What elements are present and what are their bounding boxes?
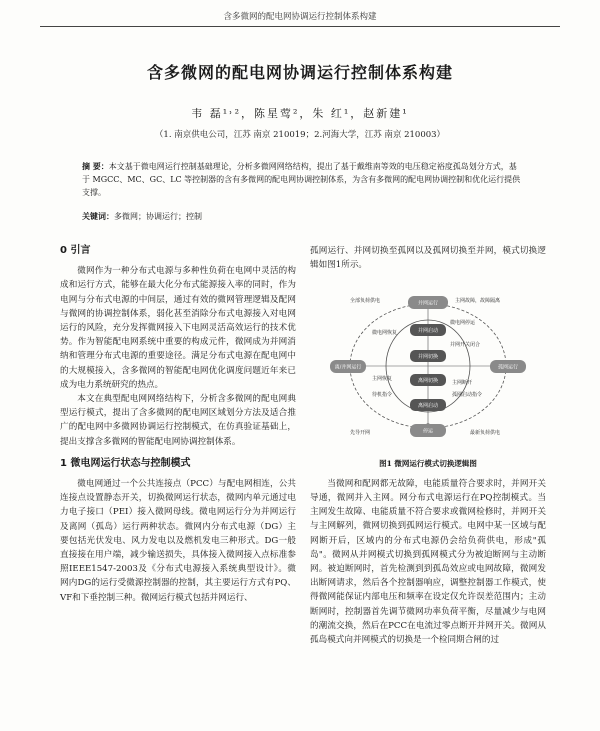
right-paragraph-1: 当微网和配网都无故障，电能质量符合要求时，并网开关导通，微网并入主网。网分布式电源运行在PQ控制模式。当主网发生故障、电能质量不符合要求或微网检修时，并网开关与主网解列，微网切换到孤网运行模式。电网中某一区域与配网断开后，区域内的分布式电源仍会给负荷供电，形成"孤岛"。微网从并网模式切换到孤网模式分为被迫断网与主动断网。被迫断网时，首先检测到到孤岛效应或电网故障，微网发出断网请求，然后各个控制器响应，调整控制器工作模式，使得微网能保证内部电压和频率在设定仅允许误差范围内；主动断网时，控制器首先调节微网功率负荷平衡，尽量减少与电网的潮流交换，然后在PCC在电流过零点断开并网开关。微网从孤岛模式向并网模式的切换是一个检同期合闸的过: [310, 478, 546, 646]
intro-paragraph-1: 微网作为一种分布式电源与多种性负荷在电网中灵活的构成和运行方式，能够在最大化分布式能源接入率的同时，作为电网与分布式电源的中间层，通过有效的微网管理逻辑及配网与微网的协调控制体系，弱化甚至消除分布式电源接入对电网运行的风险，充分发挥微网接入下电网灵活高效运行的技术优势。作为智能配电网系统中重要的构成元件，微网成为并网消纳和管理分布式电源的重要途径。满足分布式电源在配电网中的大规模接入，含多微网的智能配电网优化调度问题近年来已成为电力系统研究的热点。: [60, 266, 296, 390]
paper-title: 含多微网的配电网协调运行控制体系构建: [146, 63, 453, 82]
keywords-label: 关键词：: [82, 211, 114, 221]
label-pilot-open: 先导开网: [350, 430, 371, 437]
label-switch-close: 并网开关闭合: [450, 342, 481, 349]
node-grid-connected-label: 并网运行: [417, 300, 439, 307]
section-heading-intro: 0 引言: [60, 245, 91, 256]
label-full-load: 全部负荷供电: [350, 298, 381, 305]
running-header: 含多微网的配电网协调运行控制体系构建: [40, 10, 560, 27]
label-main-disconnect: 主网断开: [452, 380, 473, 387]
node-standby-label: 停运: [422, 428, 434, 435]
node-offgrid-label: 孤网运行: [497, 364, 519, 371]
label-latest-load: 最新负荷供电: [470, 430, 501, 437]
label-main-fault: 主网故障，故障隔离: [455, 298, 501, 305]
label-standby-cmd: 待机指令: [372, 392, 393, 399]
section1-paragraph-1: 微电网通过一个公共连接点（PCC）与配电网相连，公共连接点设置静态开关，切换微网运行状态，微网内单元通过电力电子接口（PEI）接入微网母线。微电网运行分为并网运行及离网（孤岛）运行两种状态。微网内分布式电源（DG）主要包括光伏发电、风力发电以及燃机发电三种形式。DG一般直接接在用户端，减少输送损失，具体接入微网接入点标准参照IEEE1547-2003及《分布式电源接入系统典型设计》。微网内DG的运行受微源控制器的控制，其主要运行方式有PQ、VF和下垂控制三种。微网运行模式包括并网运行、: [60, 479, 296, 603]
keywords: [82, 211, 522, 222]
node-grid-start-label: 并网启动: [417, 328, 439, 335]
node-offgrid-start-label: 离网启动: [417, 403, 439, 410]
left-column: [60, 244, 296, 605]
section-heading-1: 1 微电网运行状态与控制模式: [60, 457, 191, 469]
intro-paragraph-2: 本文在典型配电网网络结构下，分析含多微网的配电网典型运行模式，提出了含多微网的配电网区域划分方法及适合推广的配电网中多微网协调运行控制模式，在仿真验证基础上，提出支撑含多微网的智能配电网协调控制体系。: [60, 394, 296, 447]
node-offgrid-switch-label: 离网切换: [417, 378, 439, 385]
abstract-label: 摘 要：: [82, 161, 109, 171]
label-offgrid-cmd: 孤网启动指令: [452, 392, 483, 399]
label-mg-stop: 微电网停运: [450, 320, 476, 327]
abstract: [82, 160, 522, 199]
author-list: 韦 磊¹˒²，陈星莺²，朱 红¹，赵新建¹: [191, 107, 409, 120]
node-island-label: 离/并网运行: [334, 364, 362, 371]
abstract-text: 本文基于微电网运行控制基础理论，分析多微网网络结构，提出了基于戴维南等效的电压稳定裕度孤岛划分方式，基于 MGCC、MC、GC、LC 等控制器的含有多微网的配电网协调控制体系，为含有多微网的配电网协调控制和优化运行提供支撑。: [82, 162, 521, 197]
right-column: [310, 244, 546, 647]
affiliations: （1. 南京供电公司，江苏 南京 210019；2.河海大学，江苏 南京 210003）: [154, 130, 446, 140]
keywords-text: 多微网；协调运行；控制: [114, 212, 202, 221]
figure-caption: 图1 微网运行模式切换逻辑图: [379, 458, 477, 468]
label-mg-recover: 微电网恢复: [372, 330, 398, 337]
right-paragraph-0: 孤网运行、并网切换至孤网以及孤网切换至并网，模式切换逻辑如图1所示。: [310, 246, 546, 271]
label-main-recover: 主网恢复: [372, 376, 393, 383]
mode-switch-diagram: [310, 284, 546, 449]
node-grid-switch-label: 并网切换: [417, 354, 439, 361]
